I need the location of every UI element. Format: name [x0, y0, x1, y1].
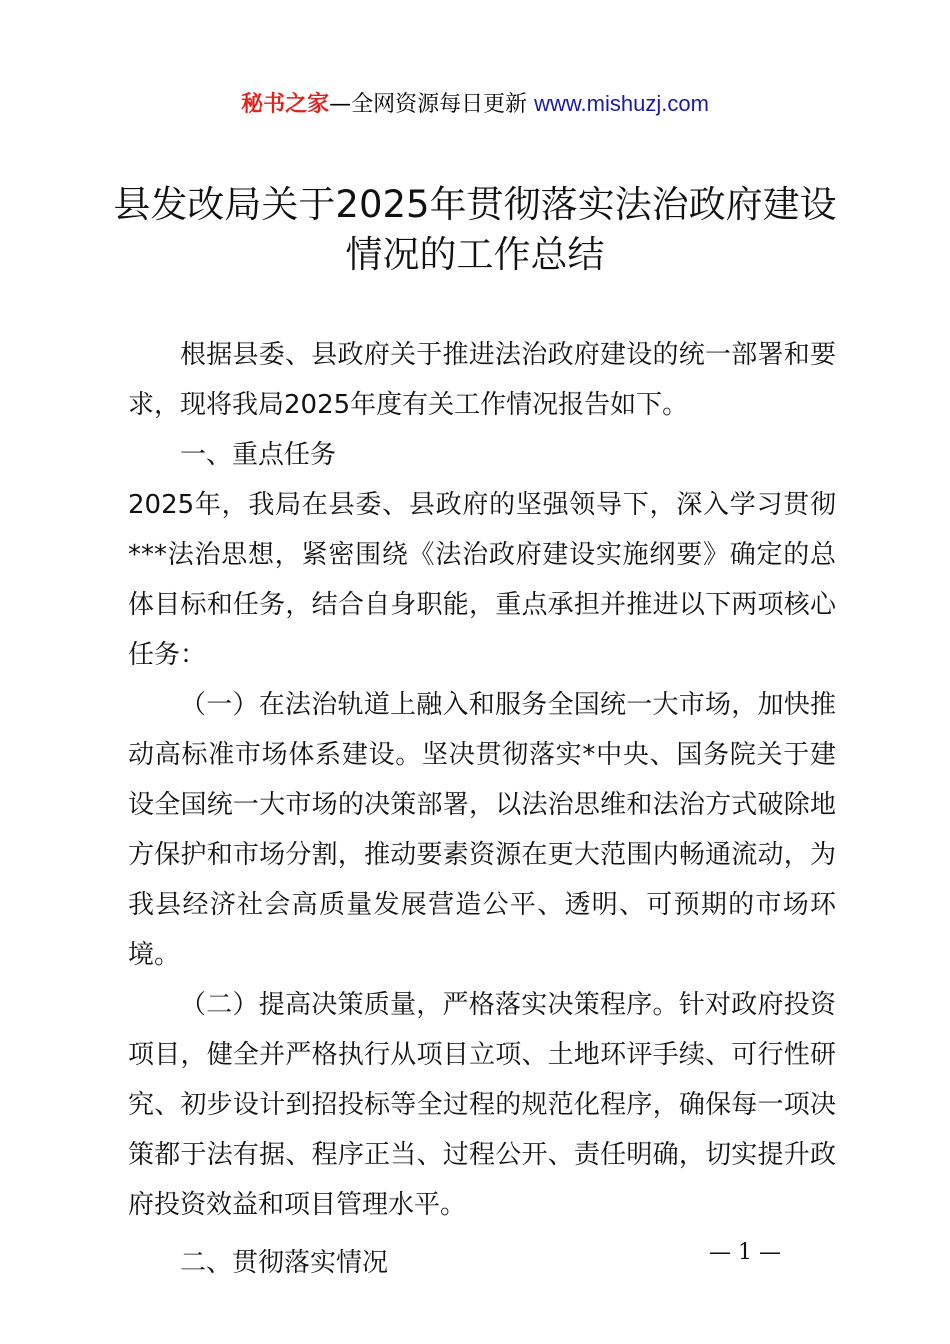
site-header: [0, 88, 950, 121]
header-tagline: —全网资源每日更新: [329, 92, 528, 117]
site-url-link[interactable]: www.mishuzj.com: [534, 91, 709, 116]
document-title: [110, 180, 840, 280]
title-line-1: 县发改局关于2025年贯彻落实法治政府建设: [113, 183, 837, 226]
section-1-intro-paragraph: 2025年，我局在县委、县政府的坚强领导下，深入学习贯彻***法治思想，紧密围绕《法治政府建设实施纲要》确定的总体目标和任务，结合自身职能，重点承担并推进以下两项核心任务：: [128, 490, 836, 670]
section-1-heading: 一、重点任务: [180, 440, 337, 470]
task-1-paragraph: （一）在法治轨道上融入和服务全国统一大市场，加快推动高标准市场体系建设。坚决贯彻落实*中央、国务院关于建设全国统一大市场的决策部署，以法治思维和法治方式破除地方保护和市场分割，推动要素资源在更大范围内畅通流动，为我县经济社会高质量发展营造公平、透明、可预期的市场环境。: [128, 690, 836, 970]
section-2-heading: 二、贯彻落实情况: [180, 1248, 389, 1278]
title-line-2: 情况的工作总结: [345, 233, 605, 276]
document-body: [128, 330, 836, 1288]
brand-name: 秘书之家: [241, 92, 330, 117]
intro-paragraph: 根据县委、县政府关于推进法治政府建设的统一部署和要求，现将我局2025年度有关工作情况报告如下。: [128, 340, 836, 420]
page-number: — 1 —: [709, 1240, 781, 1265]
task-2-paragraph: （二）提高决策质量，严格落实决策程序。针对政府投资项目，健全并严格执行从项目立项、土地环评手续、可行性研究、初步设计到招投标等全过程的规范化程序，确保每一项决策都于法有据、程序正当、过程公开、责任明确，切实提升政府投资效益和项目管理水平。: [128, 990, 836, 1220]
